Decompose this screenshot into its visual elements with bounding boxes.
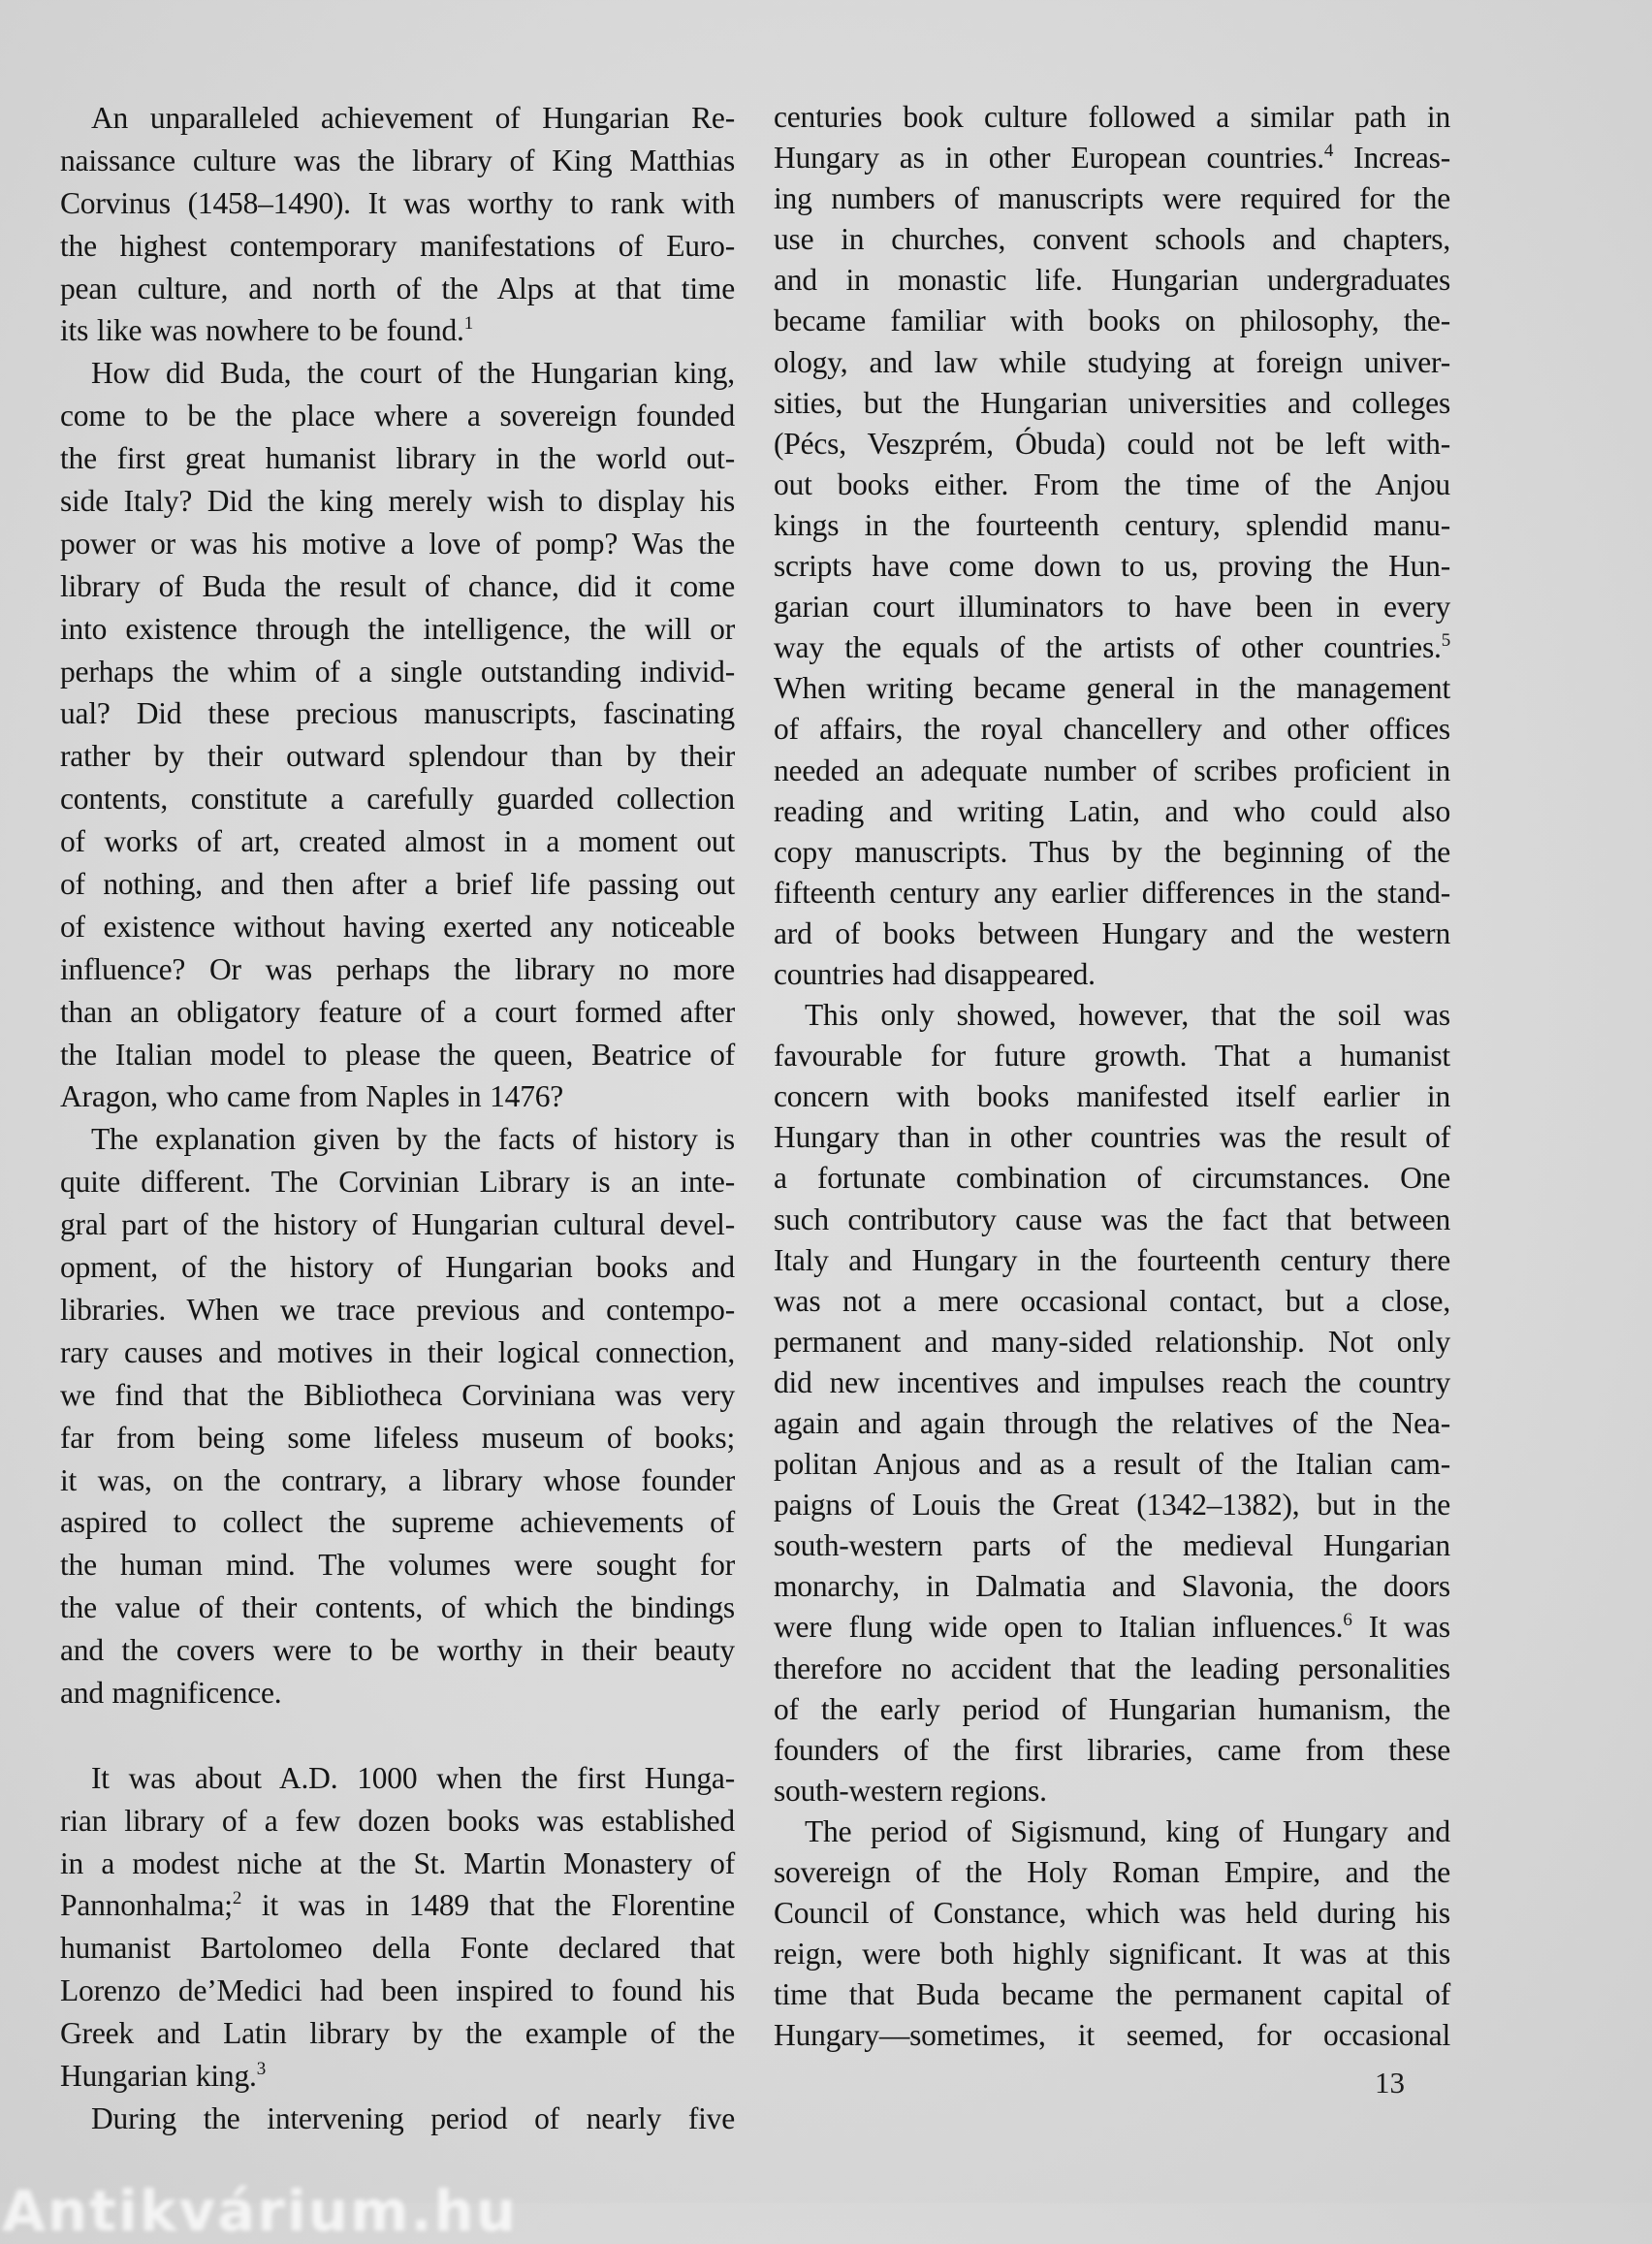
text-line <box>774 1974 1450 2015</box>
text-line <box>60 1459 735 1502</box>
line-text: This only showed, however, that the soil was <box>805 998 1450 1033</box>
text-line <box>774 995 1450 1036</box>
text-line <box>774 832 1450 873</box>
line-text: paigns of Louis the Great (1342–1382), but in the <box>774 1488 1450 1523</box>
line-text: the human mind. The volumes were sought for <box>60 1548 735 1583</box>
text-line <box>60 225 735 268</box>
text-line <box>60 1417 735 1459</box>
text-line <box>60 352 735 395</box>
line-text: rian library of a few dozen books was established <box>60 1803 735 1838</box>
text-line <box>60 1884 735 1927</box>
text-line <box>60 1289 735 1331</box>
text-line <box>60 140 735 182</box>
text-line <box>60 820 735 863</box>
line-text: power or was his motive a love of pomp? Was the <box>60 526 735 561</box>
line-text: (Pécs, Veszprém, Óbuda) could not be left with- <box>774 426 1450 461</box>
line-text: far from being some lifeless museum of books; <box>60 1420 735 1455</box>
line-text: needed an adequate number of scribes proficient in <box>774 753 1450 787</box>
line-text: reading and writing Latin, and who could also <box>774 793 1450 828</box>
text-line <box>60 1161 735 1203</box>
line-text: therefore no accident that the leading personalities <box>774 1651 1450 1685</box>
line-text: the Italian model to please the queen, Beatrice of <box>60 1037 735 1072</box>
line-text: kings in the fourteenth century, splendid manu- <box>774 507 1450 542</box>
text-line <box>774 627 1450 668</box>
line-text: ard of books between Hungary and the western <box>774 915 1450 950</box>
line-text: permanent and many-sided relationship. Not only <box>774 1324 1450 1359</box>
line-text: The period of Sigismund, king of Hungary and <box>805 1813 1450 1848</box>
line-text: Hungary than in other countries was the result of <box>774 1120 1450 1155</box>
line-text: we find that the Bibliotheca Corviniana was very <box>60 1377 735 1412</box>
text-line <box>60 1118 735 1161</box>
text-line <box>774 260 1450 301</box>
text-line <box>774 1525 1450 1566</box>
text-line <box>774 1649 1450 1689</box>
text-line <box>774 1852 1450 1893</box>
text-line <box>774 1200 1450 1240</box>
text-line <box>60 948 735 991</box>
text-line <box>774 709 1450 750</box>
text-line <box>774 1444 1450 1485</box>
line-text: ual? Did these precious manuscripts, fascinating <box>60 696 735 731</box>
line-text: than an obligatory feature of a court formed after <box>60 994 735 1029</box>
text-line <box>774 1730 1450 1771</box>
text-line <box>60 2012 735 2055</box>
text-line <box>774 424 1450 465</box>
line-text: When writing became general in the management <box>774 671 1450 706</box>
text-line <box>774 1362 1450 1403</box>
line-text: It was about A.D. 1000 when the first Hunga- <box>91 1760 735 1795</box>
line-text: of affairs, the royal chancellery and other offices <box>774 712 1450 747</box>
text-line <box>774 97 1450 138</box>
line-text: south-western regions. <box>774 1773 1047 1808</box>
text-line <box>774 954 1450 995</box>
footnote-marker[interactable]: 5 <box>1441 630 1450 652</box>
text-line <box>60 182 735 225</box>
line-text: fifteenth century any earlier differences in the stand- <box>774 875 1450 910</box>
text-line <box>774 546 1450 587</box>
line-text: Aragon, who came from Naples in 1476? <box>60 1079 564 1114</box>
text-line <box>774 1934 1450 1974</box>
text-line <box>60 735 735 778</box>
line-text: of existence without having exerted any noticeable <box>60 909 735 944</box>
line-text: gral part of the history of Hungarian cultural devel- <box>60 1207 735 1242</box>
line-text: it was, on the contrary, a library whose founder <box>60 1462 735 1497</box>
line-text: Hungarian king. <box>60 2058 257 2093</box>
text-line <box>774 914 1450 954</box>
line-text: side Italy? Did the king merely wish to display his <box>60 484 735 519</box>
text-line <box>774 1607 1450 1648</box>
text-line <box>774 1811 1450 1852</box>
text-line <box>774 1117 1450 1158</box>
line-text: became familiar with books on philosophy, the- <box>774 304 1450 338</box>
line-text: Corvinus (1458–1490). It was worthy to rank with <box>60 185 735 220</box>
line-text: Council of Constance, which was held during his <box>774 1896 1450 1931</box>
text-line <box>60 1927 735 1970</box>
line-text: into existence through the intelligence, the will or <box>60 611 735 646</box>
line-text: of nothing, and then after a brief life passing out <box>60 867 735 902</box>
text-line <box>60 2098 735 2140</box>
text-line <box>60 1246 735 1289</box>
footnote-marker[interactable]: 6 <box>1343 1610 1352 1631</box>
text-line <box>774 1893 1450 1934</box>
line-text: use in churches, convent schools and chapters, <box>774 222 1450 257</box>
line-text: way the equals of the artists of other countries. <box>774 630 1442 665</box>
line-text: sovereign of the Holy Roman Empire, and the <box>774 1855 1450 1890</box>
text-line <box>60 1203 735 1246</box>
text-line <box>774 1281 1450 1322</box>
line-text: of works of art, created almost in a moment out <box>60 824 735 859</box>
line-text: countries had disappeared. <box>774 956 1096 991</box>
line-text: aspired to collect the supreme achievements of <box>60 1505 735 1540</box>
text-line <box>774 178 1450 219</box>
text-line <box>60 1501 735 1544</box>
footnote-marker[interactable]: 4 <box>1323 141 1334 162</box>
line-text: the value of their contents, of which the bindings <box>60 1590 735 1625</box>
text-line <box>774 1240 1450 1281</box>
line-text: time that Buda became the permanent capital of <box>774 1977 1450 2012</box>
text-line <box>774 873 1450 914</box>
line-text: was not a mere occasional contact, but a close, <box>774 1283 1450 1318</box>
line-text-continued: It was <box>1351 1610 1450 1645</box>
text-line <box>60 1075 735 1118</box>
text-line <box>774 1158 1450 1199</box>
text-line <box>60 1374 735 1417</box>
text-line <box>60 1672 735 1715</box>
left-text-column <box>60 97 735 2140</box>
text-line <box>60 991 735 1034</box>
text-line <box>60 863 735 906</box>
line-text: Hungary as in other European countries. <box>774 141 1324 176</box>
line-text: reign, were both highly significant. It was at this <box>774 1937 1450 1972</box>
footnote-marker[interactable]: 1 <box>463 313 473 335</box>
line-text: favourable for future growth. That a humanist <box>774 1039 1450 1074</box>
line-text: naissance culture was the library of King Matthias <box>60 143 735 177</box>
line-text: come to be the place where a sovereign founded <box>60 399 735 433</box>
line-text: library of Buda the result of chance, did it come <box>60 568 735 603</box>
line-text: such contributory cause was the fact that between <box>774 1202 1450 1236</box>
line-text: perhaps the whim of a single outstanding individ- <box>60 654 735 689</box>
line-text: a fortunate combination of circumstances. One <box>774 1161 1450 1196</box>
right-text-column <box>774 97 1450 2057</box>
line-text: influence? Or was perhaps the library no more <box>60 951 735 986</box>
text-line <box>60 906 735 948</box>
text-line <box>774 301 1450 341</box>
text-line <box>774 1771 1450 1811</box>
line-text: of the early period of Hungarian humanism, the <box>774 1691 1450 1726</box>
line-text: and the covers were to be worthy in their beauty <box>60 1633 735 1668</box>
text-line <box>60 2055 735 2098</box>
text-line <box>60 651 735 693</box>
text-line <box>774 1322 1450 1362</box>
text-line <box>60 395 735 437</box>
line-text: its like was nowhere to be found. <box>60 313 464 348</box>
text-line <box>774 1566 1450 1607</box>
text-line <box>60 1544 735 1587</box>
text-line <box>774 668 1450 709</box>
line-text: pean culture, and north of the Alps at that time <box>60 271 735 305</box>
page-number: 13 <box>1375 2066 1405 2100</box>
line-text: out books either. From the time of the Anjou <box>774 466 1450 501</box>
line-text: contents, constitute a carefully guarded collection <box>60 782 735 817</box>
line-text: concern with books manifested itself earlier in <box>774 1079 1450 1114</box>
line-text: humanist Bartolomeo della Fonte declared that <box>60 1931 735 1966</box>
line-text: founders of the first libraries, came from these <box>774 1732 1450 1767</box>
text-line <box>60 309 735 352</box>
line-text: An unparalleled achievement of Hungarian Re- <box>91 101 735 135</box>
text-line <box>774 342 1450 383</box>
line-text: centuries book culture followed a similar path in <box>774 100 1450 134</box>
text-line <box>60 692 735 735</box>
text-line <box>774 138 1450 178</box>
text-line <box>774 1036 1450 1076</box>
text-line <box>774 219 1450 260</box>
line-text: and magnificence. <box>60 1675 282 1710</box>
text-line <box>60 1757 735 1800</box>
text-line <box>774 1689 1450 1730</box>
line-text: Lorenzo de’Medici had been inspired to found his <box>60 1973 735 2008</box>
text-line <box>60 97 735 140</box>
line-text: Italy and Hungary in the fourteenth century there <box>774 1242 1450 1277</box>
text-line <box>60 523 735 565</box>
text-line <box>60 268 735 310</box>
line-text: quite different. The Corvinian Library is an inte- <box>60 1165 735 1200</box>
text-line <box>774 505 1450 546</box>
text-line <box>774 587 1450 627</box>
text-line <box>60 1843 735 1885</box>
text-line <box>60 1970 735 2012</box>
text-line <box>60 1629 735 1672</box>
text-line <box>774 1485 1450 1525</box>
section-break <box>60 1715 735 1757</box>
text-line <box>774 383 1450 424</box>
line-text: monarchy, in Dalmatia and Slavonia, the doors <box>774 1569 1450 1604</box>
line-text: garian court illuminators to have been in every <box>774 590 1450 625</box>
line-text: rary causes and motives in their logical connection, <box>60 1334 735 1369</box>
line-text: politan Anjous and as a result of the Italian cam- <box>774 1447 1450 1482</box>
text-line <box>774 465 1450 505</box>
text-line <box>60 1331 735 1374</box>
line-text: copy manuscripts. Thus by the beginning of the <box>774 834 1450 869</box>
line-text-continued: Increas- <box>1333 141 1450 176</box>
line-text: ology, and law while studying at foreign univer- <box>774 344 1450 379</box>
line-text: scripts have come down to us, proving the Hun- <box>774 549 1450 584</box>
line-text: south-western parts of the medieval Hungarian <box>774 1528 1450 1563</box>
line-text: Greek and Latin library by the example of the <box>60 2016 735 2051</box>
line-text-continued: it was in 1489 that the Florentine <box>241 1888 735 1923</box>
line-text: were flung wide open to Italian influences. <box>774 1610 1344 1645</box>
line-text: libraries. When we trace previous and contempo- <box>60 1292 735 1327</box>
line-text: The explanation given by the facts of history is <box>91 1122 735 1157</box>
text-line <box>60 1034 735 1076</box>
line-text: the first great humanist library in the world out- <box>60 441 735 476</box>
line-text: in a modest niche at the St. Martin Monastery of <box>60 1845 735 1880</box>
text-line <box>60 1800 735 1843</box>
line-text: rather by their outward splendour than by their <box>60 739 735 774</box>
watermark: Antikvárium.hu <box>2 2178 519 2244</box>
line-text: and in monastic life. Hungarian undergraduates <box>774 263 1450 298</box>
line-text: During the intervening period of nearly five <box>91 2100 735 2135</box>
line-text: the highest contemporary manifestations of Euro- <box>60 228 735 263</box>
line-text: opment, of the history of Hungarian books and <box>60 1250 735 1285</box>
line-text: How did Buda, the court of the Hungarian king, <box>91 356 735 391</box>
text-line <box>774 791 1450 832</box>
text-line <box>60 480 735 523</box>
text-line <box>60 1587 735 1629</box>
text-line <box>774 2015 1450 2056</box>
footnote-marker[interactable]: 3 <box>256 2058 267 2079</box>
line-text: ing numbers of manuscripts were required for the <box>774 181 1450 216</box>
line-text: did new incentives and impulses reach the country <box>774 1364 1450 1399</box>
line-text: again and again through the relatives of the Nea- <box>774 1406 1450 1440</box>
line-text: Pannonhalma; <box>60 1888 233 1923</box>
text-line <box>60 565 735 608</box>
text-line <box>60 608 735 651</box>
line-text: sities, but the Hungarian universities and colleges <box>774 385 1450 420</box>
footnote-marker[interactable]: 2 <box>232 1888 242 1909</box>
text-line <box>774 1403 1450 1444</box>
line-text: Hungary—sometimes, it seemed, for occasional <box>774 2018 1450 2053</box>
text-line <box>60 437 735 480</box>
text-line <box>774 1076 1450 1117</box>
text-line <box>60 778 735 820</box>
text-line <box>774 751 1450 791</box>
